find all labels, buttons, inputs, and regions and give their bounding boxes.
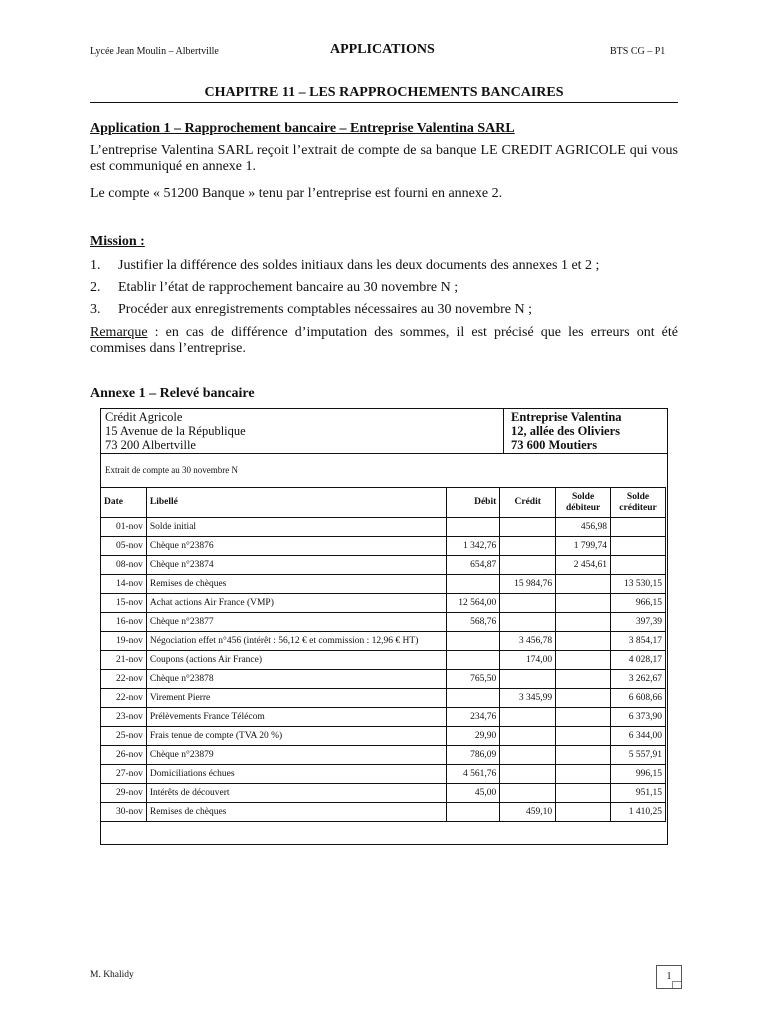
cell-debit: 1 342,76 bbox=[447, 537, 500, 556]
cell-solde-crediteur: 1 410,25 bbox=[611, 803, 666, 822]
table-row bbox=[101, 784, 666, 803]
cell-debit: 4 561,76 bbox=[447, 765, 500, 784]
cell-credit bbox=[500, 556, 556, 575]
col-solde-debiteur-line1: Solde bbox=[572, 491, 595, 502]
cell-solde-crediteur bbox=[611, 556, 666, 575]
cell-date: 22-nov bbox=[101, 689, 147, 708]
table-row bbox=[101, 575, 666, 594]
cell-credit bbox=[500, 727, 556, 746]
cell-libelle: Prélèvements France Télécom bbox=[146, 708, 447, 727]
remark-label: Remarque bbox=[90, 325, 148, 340]
cell-solde-crediteur: 6 373,90 bbox=[611, 708, 666, 727]
col-solde-crediteur bbox=[611, 488, 666, 518]
remark-text: : en cas de différence d’imputation des sommes, il est précisé que les erreurs ont été commises dans l’entreprise. bbox=[90, 325, 678, 356]
table-row bbox=[101, 518, 666, 537]
table-row bbox=[101, 537, 666, 556]
table-row bbox=[101, 765, 666, 784]
cell-solde-crediteur: 397,39 bbox=[611, 613, 666, 632]
col-solde-crediteur-line2: créditeur bbox=[619, 502, 657, 513]
cell-libelle: Chèque n°23874 bbox=[146, 556, 447, 575]
cell-credit bbox=[500, 594, 556, 613]
cell-date: 08-nov bbox=[101, 556, 147, 575]
cell-solde-crediteur bbox=[611, 537, 666, 556]
cell-solde-crediteur: 13 530,15 bbox=[611, 575, 666, 594]
table-row bbox=[101, 556, 666, 575]
operations-table bbox=[100, 487, 666, 822]
cell-credit: 15 984,76 bbox=[500, 575, 556, 594]
cell-libelle: Chèque n°23877 bbox=[146, 613, 447, 632]
cell-solde-debiteur bbox=[556, 803, 611, 822]
page-fold-icon bbox=[672, 981, 681, 988]
cell-credit bbox=[500, 613, 556, 632]
col-solde-debiteur-line2: débiteur bbox=[565, 502, 601, 513]
remark-paragraph bbox=[90, 325, 678, 357]
cell-credit: 3 456,78 bbox=[500, 632, 556, 651]
company-name: Entreprise Valentina bbox=[511, 410, 622, 424]
header-right: BTS CG – P1 bbox=[610, 46, 666, 57]
bank-city: 73 200 Albertville bbox=[105, 438, 196, 452]
annex-1-title: Annexe 1 – Relevé bancaire bbox=[90, 386, 255, 401]
cell-debit bbox=[447, 632, 500, 651]
cell-solde-debiteur bbox=[556, 689, 611, 708]
cell-credit: 174,00 bbox=[500, 651, 556, 670]
cell-date: 22-nov bbox=[101, 670, 147, 689]
bank-street: 15 Avenue de la République bbox=[105, 424, 246, 438]
cell-debit: 654,87 bbox=[447, 556, 500, 575]
cell-credit bbox=[500, 784, 556, 803]
table-row bbox=[101, 727, 666, 746]
cell-solde-crediteur: 951,15 bbox=[611, 784, 666, 803]
mission-item-text: Etablir l’état de rapprochement bancaire au 30 novembre N ; bbox=[118, 280, 459, 295]
table-row bbox=[101, 613, 666, 632]
cell-libelle: Intérêts de découvert bbox=[146, 784, 447, 803]
cell-date: 27-nov bbox=[101, 765, 147, 784]
table-row bbox=[101, 708, 666, 727]
cell-solde-debiteur bbox=[556, 784, 611, 803]
cell-libelle: Frais tenue de compte (TVA 20 %) bbox=[146, 727, 447, 746]
cell-solde-crediteur: 6 344,00 bbox=[611, 727, 666, 746]
chapter-title: CHAPITRE 11 – LES RAPPROCHEMENTS BANCAIRES bbox=[204, 85, 564, 100]
cell-solde-crediteur: 3 262,67 bbox=[611, 670, 666, 689]
cell-libelle: Chèque n°23879 bbox=[146, 746, 447, 765]
extract-label: Extrait de compte au 30 novembre N bbox=[105, 465, 238, 475]
cell-debit bbox=[447, 651, 500, 670]
cell-solde-debiteur bbox=[556, 651, 611, 670]
table-row bbox=[101, 689, 666, 708]
company-address bbox=[511, 410, 622, 452]
cell-solde-crediteur: 966,15 bbox=[611, 594, 666, 613]
cell-debit bbox=[447, 575, 500, 594]
cell-date: 16-nov bbox=[101, 613, 147, 632]
mission-item-number: 1. bbox=[90, 258, 101, 273]
mission-item-1 bbox=[90, 258, 678, 274]
table-row bbox=[101, 594, 666, 613]
table-row bbox=[101, 651, 666, 670]
cell-debit: 568,76 bbox=[447, 613, 500, 632]
mission-item-text: Justifier la différence des soldes initiaux dans les deux documents des annexes 1 et 2 ; bbox=[118, 258, 600, 273]
mission-item-number: 2. bbox=[90, 280, 101, 295]
page-number: 1 bbox=[656, 965, 682, 989]
bank-address bbox=[105, 410, 246, 452]
cell-solde-crediteur: 4 028,17 bbox=[611, 651, 666, 670]
company-city: 73 600 Moutiers bbox=[511, 438, 598, 452]
cell-credit bbox=[500, 537, 556, 556]
cell-solde-debiteur bbox=[556, 727, 611, 746]
col-credit: Crédit bbox=[500, 488, 556, 518]
cell-debit: 12 564,00 bbox=[447, 594, 500, 613]
cell-solde-debiteur bbox=[556, 613, 611, 632]
cell-debit bbox=[447, 518, 500, 537]
cell-solde-debiteur bbox=[556, 746, 611, 765]
cell-libelle: Chèque n°23878 bbox=[146, 670, 447, 689]
cell-libelle: Achat actions Air France (VMP) bbox=[146, 594, 447, 613]
cell-solde-debiteur: 2 454,61 bbox=[556, 556, 611, 575]
cell-debit bbox=[447, 689, 500, 708]
cell-date: 29-nov bbox=[101, 784, 147, 803]
cell-date: 23-nov bbox=[101, 708, 147, 727]
table-header-row bbox=[101, 488, 666, 518]
cell-libelle: Remises de chèques bbox=[146, 575, 447, 594]
bank-statement bbox=[100, 408, 668, 845]
cell-solde-debiteur bbox=[556, 765, 611, 784]
cell-date: 15-nov bbox=[101, 594, 147, 613]
cell-debit: 786,09 bbox=[447, 746, 500, 765]
cell-date: 01-nov bbox=[101, 518, 147, 537]
cell-credit bbox=[500, 518, 556, 537]
table-row bbox=[101, 632, 666, 651]
cell-credit bbox=[500, 708, 556, 727]
cell-credit bbox=[500, 765, 556, 784]
table-row bbox=[101, 670, 666, 689]
cell-credit: 3 345,99 bbox=[500, 689, 556, 708]
operations-body bbox=[101, 518, 666, 822]
mission-item-2 bbox=[90, 280, 678, 296]
cell-debit: 234,76 bbox=[447, 708, 500, 727]
cell-credit: 459,10 bbox=[500, 803, 556, 822]
cell-date: 21-nov bbox=[101, 651, 147, 670]
col-debit: Débit bbox=[447, 488, 500, 518]
statement-header bbox=[101, 409, 667, 454]
cell-solde-debiteur: 456,98 bbox=[556, 518, 611, 537]
cell-date: 26-nov bbox=[101, 746, 147, 765]
cell-date: 19-nov bbox=[101, 632, 147, 651]
table-row bbox=[101, 746, 666, 765]
footer-author: M. Khalidy bbox=[90, 970, 134, 980]
cell-credit bbox=[500, 746, 556, 765]
cell-date: 14-nov bbox=[101, 575, 147, 594]
cell-solde-debiteur: 1 799,74 bbox=[556, 537, 611, 556]
cell-libelle: Virement Pierre bbox=[146, 689, 447, 708]
cell-solde-crediteur: 3 854,17 bbox=[611, 632, 666, 651]
cell-debit bbox=[447, 803, 500, 822]
cell-solde-crediteur bbox=[611, 518, 666, 537]
col-date: Date bbox=[101, 488, 147, 518]
mission-title: Mission : bbox=[90, 234, 145, 249]
mission-item-text: Procéder aux enregistrements comptables nécessaires au 30 novembre N ; bbox=[118, 302, 533, 317]
table-row bbox=[101, 803, 666, 822]
company-street: 12, allée des Oliviers bbox=[511, 424, 621, 438]
cell-date: 05-nov bbox=[101, 537, 147, 556]
col-libelle: Libellé bbox=[146, 488, 447, 518]
cell-solde-debiteur bbox=[556, 575, 611, 594]
mission-item-3 bbox=[90, 302, 678, 318]
bank-name: Crédit Agricole bbox=[105, 410, 183, 424]
cell-libelle: Remises de chèques bbox=[146, 803, 447, 822]
cell-libelle: Négociation effet n°456 (intérêt : 56,12 € et commission : 12,96 € HT) bbox=[146, 632, 447, 651]
application-title: Application 1 – Rapprochement bancaire – Entreprise Valentina SARL bbox=[90, 121, 515, 136]
header-left: Lycée Jean Moulin – Albertville bbox=[90, 46, 219, 57]
col-solde-debiteur bbox=[556, 488, 611, 518]
cell-debit: 29,90 bbox=[447, 727, 500, 746]
cell-credit bbox=[500, 670, 556, 689]
cell-solde-debiteur bbox=[556, 708, 611, 727]
cell-solde-debiteur bbox=[556, 632, 611, 651]
cell-libelle: Coupons (actions Air France) bbox=[146, 651, 447, 670]
cell-debit: 45,00 bbox=[447, 784, 500, 803]
cell-debit: 765,50 bbox=[447, 670, 500, 689]
mission-item-number: 3. bbox=[90, 302, 101, 317]
cell-solde-crediteur: 5 557,91 bbox=[611, 746, 666, 765]
cell-solde-crediteur: 6 608,66 bbox=[611, 689, 666, 708]
cell-date: 30-nov bbox=[101, 803, 147, 822]
col-solde-crediteur-line1: Solde bbox=[626, 491, 650, 502]
cell-date: 25-nov bbox=[101, 727, 147, 746]
title-rule bbox=[90, 102, 678, 103]
cell-solde-crediteur: 996,15 bbox=[611, 765, 666, 784]
cell-solde-debiteur bbox=[556, 594, 611, 613]
intro-paragraph-1: L’entreprise Valentina SARL reçoit l’extrait de compte de sa banque LE CREDIT AGRICOLE qui vous est communiqué en annexe 1. bbox=[90, 143, 678, 174]
header-center: APPLICATIONS bbox=[330, 42, 435, 57]
cell-libelle: Domiciliations échues bbox=[146, 765, 447, 784]
cell-solde-debiteur bbox=[556, 670, 611, 689]
intro-paragraph-2: Le compte « 51200 Banque » tenu par l’entreprise est fourni en annexe 2. bbox=[90, 186, 503, 201]
cell-libelle: Chèque n°23876 bbox=[146, 537, 447, 556]
header-divider bbox=[503, 409, 504, 453]
cell-libelle: Solde initial bbox=[146, 518, 447, 537]
